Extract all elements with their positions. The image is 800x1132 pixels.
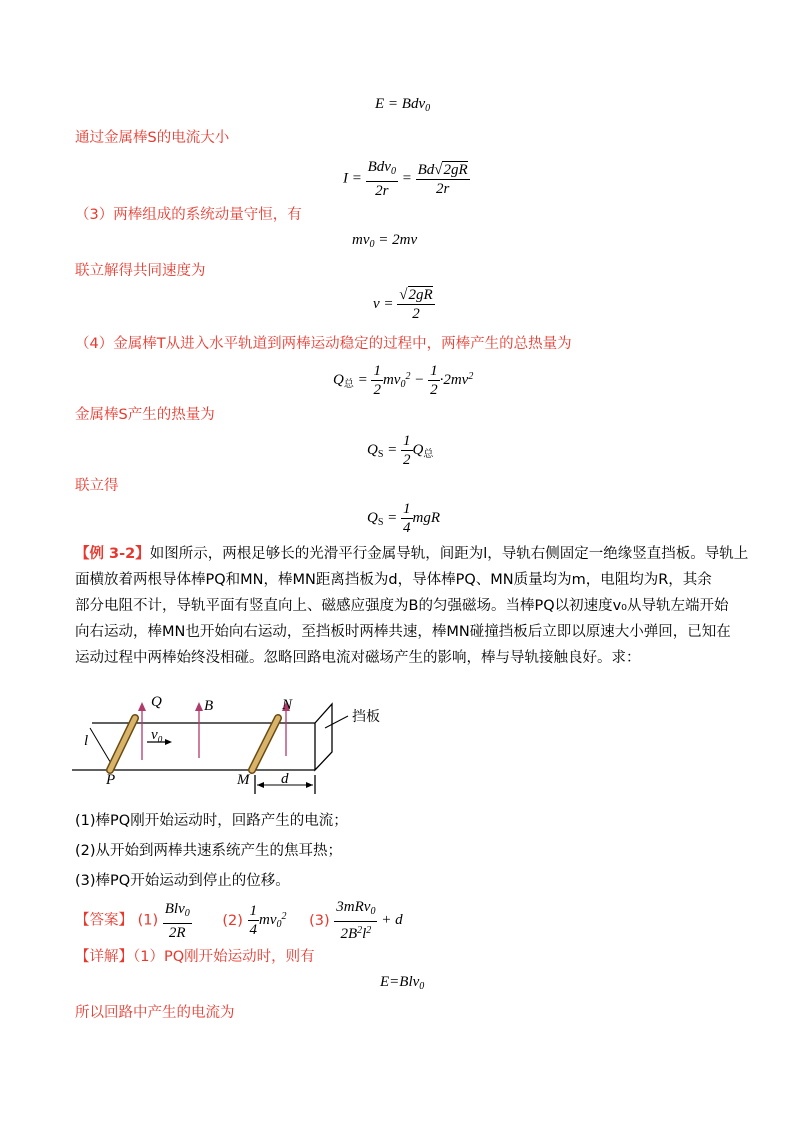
answer-number-1: (1)	[137, 912, 159, 929]
text-current-S: 通过金属棒S的电流大小	[75, 130, 230, 146]
label-baffle: 挡板	[352, 709, 380, 725]
equation-heat-result: $Q_S$ = $\frac{1}{4}$ mgR	[367, 501, 441, 536]
text-step3: （3）两棒组成的系统动量守恒，有	[75, 207, 302, 223]
answer-2-formula: $\frac{1}{4}$ $mv_0^2$	[249, 903, 287, 938]
answer-line	[75, 898, 403, 943]
label-Q: Q	[151, 694, 162, 710]
question-1: (1)棒PQ刚开始运动时，回路产生的电流；	[75, 813, 348, 829]
example-paragraph	[75, 541, 795, 671]
text-heat-S: 金属棒S产生的热量为	[75, 407, 215, 423]
equation-momentum: $mv_0 = 2mv$	[352, 232, 418, 250]
answer-tag: 【答案】	[75, 912, 133, 929]
example-line-4: 向右运动，棒MN也开始向右运动，至挡板时两棒共速，棒MN碰撞挡板后立即以原速大小弹回，已知在	[75, 624, 731, 640]
equation-total-heat: $Q_总$ = $\frac{1}{2}$ $mv_0^2$ − $\frac{1}{2}$ $\cdot 2mv^2$	[333, 363, 474, 398]
detail-tag: 【详解】	[75, 949, 133, 965]
equation-heat-S: $Q_S$ = $\frac{1}{2}$ $Q_总$	[367, 433, 434, 468]
answer-number-3: (3)	[309, 912, 330, 929]
text-step4: （4）金属棒T从进入水平轨道到两棒运动稳定的过程中，两棒产生的总热量为	[75, 336, 572, 352]
label-N: N	[282, 697, 293, 713]
equation-current: I = Bdv$_0$ 2r = $\frac{Bd√2gR}{2r}$	[343, 159, 468, 199]
question-3: (3)棒PQ开始运动到停止的位移。	[75, 873, 290, 889]
label-v0: v₀	[151, 727, 163, 743]
label-P: P	[106, 772, 116, 788]
example-line-5: 运动过程中两棒始终没相碰。忽略回路电流对磁场产生的影响，棒与导轨接触良好。求：	[75, 650, 641, 666]
text-joint: 联立得	[75, 478, 119, 494]
answer-number-2: (2)	[222, 912, 243, 929]
label-B: B	[204, 698, 214, 714]
question-2: (2)从开始到两棒共速系统产生的焦耳热；	[75, 843, 343, 859]
example-line-2: 面横放着两根导体棒PQ和MN，棒MN距离挡板为d，导体棒PQ、MN质量均为m，电阻均为R，其余	[75, 572, 712, 588]
example-line-3: 部分电阻不计，导轨平面有竖直向上、磁感应强度为B的匀强磁场。当棒PQ以初速度v₀从导轨左端开始	[75, 598, 729, 614]
detail-text: （1）PQ刚开始运动时，则有	[133, 949, 315, 965]
example-line-1: 如图所示，两根足够长的光滑平行金属导轨，间距为l，导轨右侧固定一绝缘竖直挡板。导轨上	[149, 546, 749, 562]
answer-1-formula: Blv$_0$ 2R	[164, 900, 190, 941]
example-tag: 【例 3-2】	[75, 546, 150, 562]
equation-velocity: v = $\frac{√2gR}{2}$	[373, 287, 433, 322]
detail-line	[75, 947, 315, 967]
equation-emf: E = Bdv$_0$	[375, 96, 431, 114]
answer-3-formula: 3mRv$_0$ $2B^2l^2$ + d	[336, 899, 403, 942]
equation-emf-detail: E=Blv$_0$	[380, 974, 425, 992]
label-l: l	[84, 733, 89, 749]
detail-current: 所以回路中产生的电流为	[75, 1005, 235, 1021]
label-d: d	[281, 771, 289, 787]
label-M: M	[237, 772, 250, 788]
text-joint-velocity: 联立解得共同速度为	[75, 263, 206, 279]
